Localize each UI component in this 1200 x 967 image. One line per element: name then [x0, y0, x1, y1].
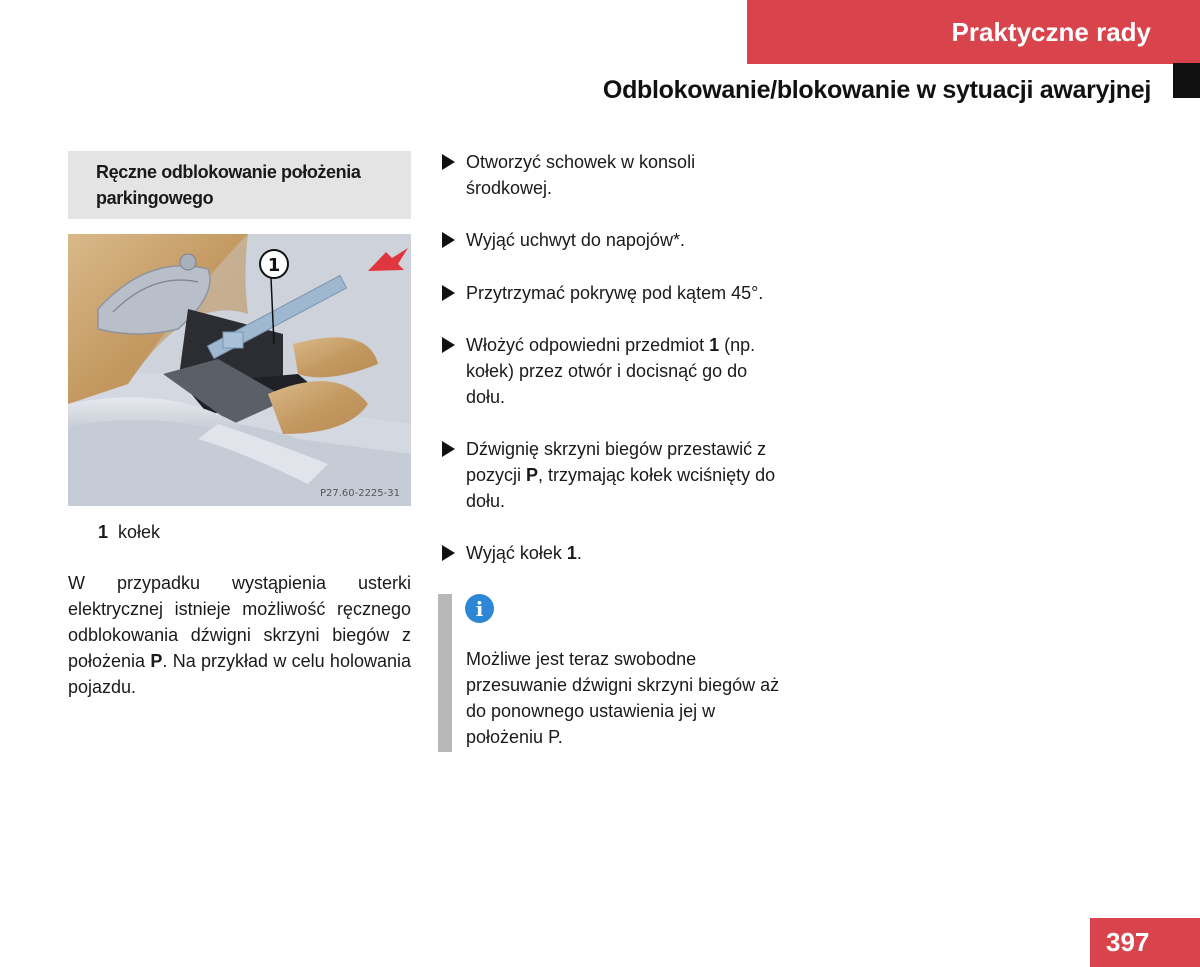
paragraph-text-end: . Na przykład w celu holowania pojazdu. [68, 651, 411, 697]
step-bold: P [526, 465, 539, 485]
triangle-right-icon [442, 232, 455, 248]
step-item [440, 540, 785, 566]
paragraph-bold: P [150, 651, 163, 671]
step-text: Otworzyć schowek w konsoli środkowej. [466, 152, 696, 198]
triangle-right-icon [442, 441, 455, 457]
step-text-part: Dźwignię skrzyni biegów przestawić z pozycji [466, 439, 767, 485]
triangle-right-icon [442, 285, 455, 301]
step-text [466, 332, 785, 410]
sub-header: Ręczne odblokowanie położenia parkingowego [68, 151, 411, 219]
figure-callout: 1 [267, 255, 281, 276]
step-bold: 1 [709, 335, 720, 355]
section-title: Odblokowanie/blokowanie w sytuacji awaryjnej [602, 76, 1151, 104]
image-code: P27.60-2225-31 [319, 488, 400, 499]
paragraph-text: W przypadku wystąpienia usterki elektrycznej istnieje możliwość ręcznego odblokowania dźwigni skrzyni biegów z położenia [68, 573, 411, 671]
caption-number: 1 [98, 522, 109, 542]
step-text-part: . [576, 543, 582, 563]
info-sidebar-bar [438, 594, 452, 752]
intro-paragraph [68, 570, 411, 700]
thumb-index-mark [1173, 63, 1200, 98]
triangle-right-icon [442, 545, 455, 561]
step-item [440, 332, 785, 410]
step-text-part: Włożyć odpowiedni przedmiot [466, 335, 710, 355]
step-text [466, 436, 785, 514]
step-text-part: Wyjąć kołek [466, 543, 567, 563]
info-text: Możliwe jest teraz swobodne przesuwanie dźwigni skrzyni biegów aż do ponownego ustawienia jej w położeniu P. [466, 649, 780, 747]
step-text: Przytrzymać pokrywę pod kątem 45°. [466, 283, 764, 303]
step-text-part: (np. kołek) przez otwór i docisnąć go do dołu. [466, 335, 756, 407]
triangle-right-icon [442, 337, 455, 353]
step-bold: 1 [566, 543, 577, 563]
info-icon: i [465, 594, 494, 623]
step-item [440, 227, 785, 253]
step-item [440, 149, 785, 201]
chapter-tab [747, 0, 1200, 64]
figure-caption [98, 519, 160, 545]
chapter-title: Praktyczne rady [951, 16, 1151, 47]
step-text-part: , trzymając kołek wciśnięty do dołu. [466, 465, 776, 511]
step-item [440, 280, 785, 306]
step-text: Wyjąć uchwyt do napojów*. [466, 230, 685, 250]
triangle-right-icon [442, 154, 455, 170]
console-illustration [68, 234, 411, 506]
page-number: 397 [1090, 918, 1200, 967]
step-text [466, 540, 785, 566]
step-item [440, 436, 785, 514]
caption-text: kołek [118, 522, 161, 542]
console-drawing [68, 234, 411, 506]
